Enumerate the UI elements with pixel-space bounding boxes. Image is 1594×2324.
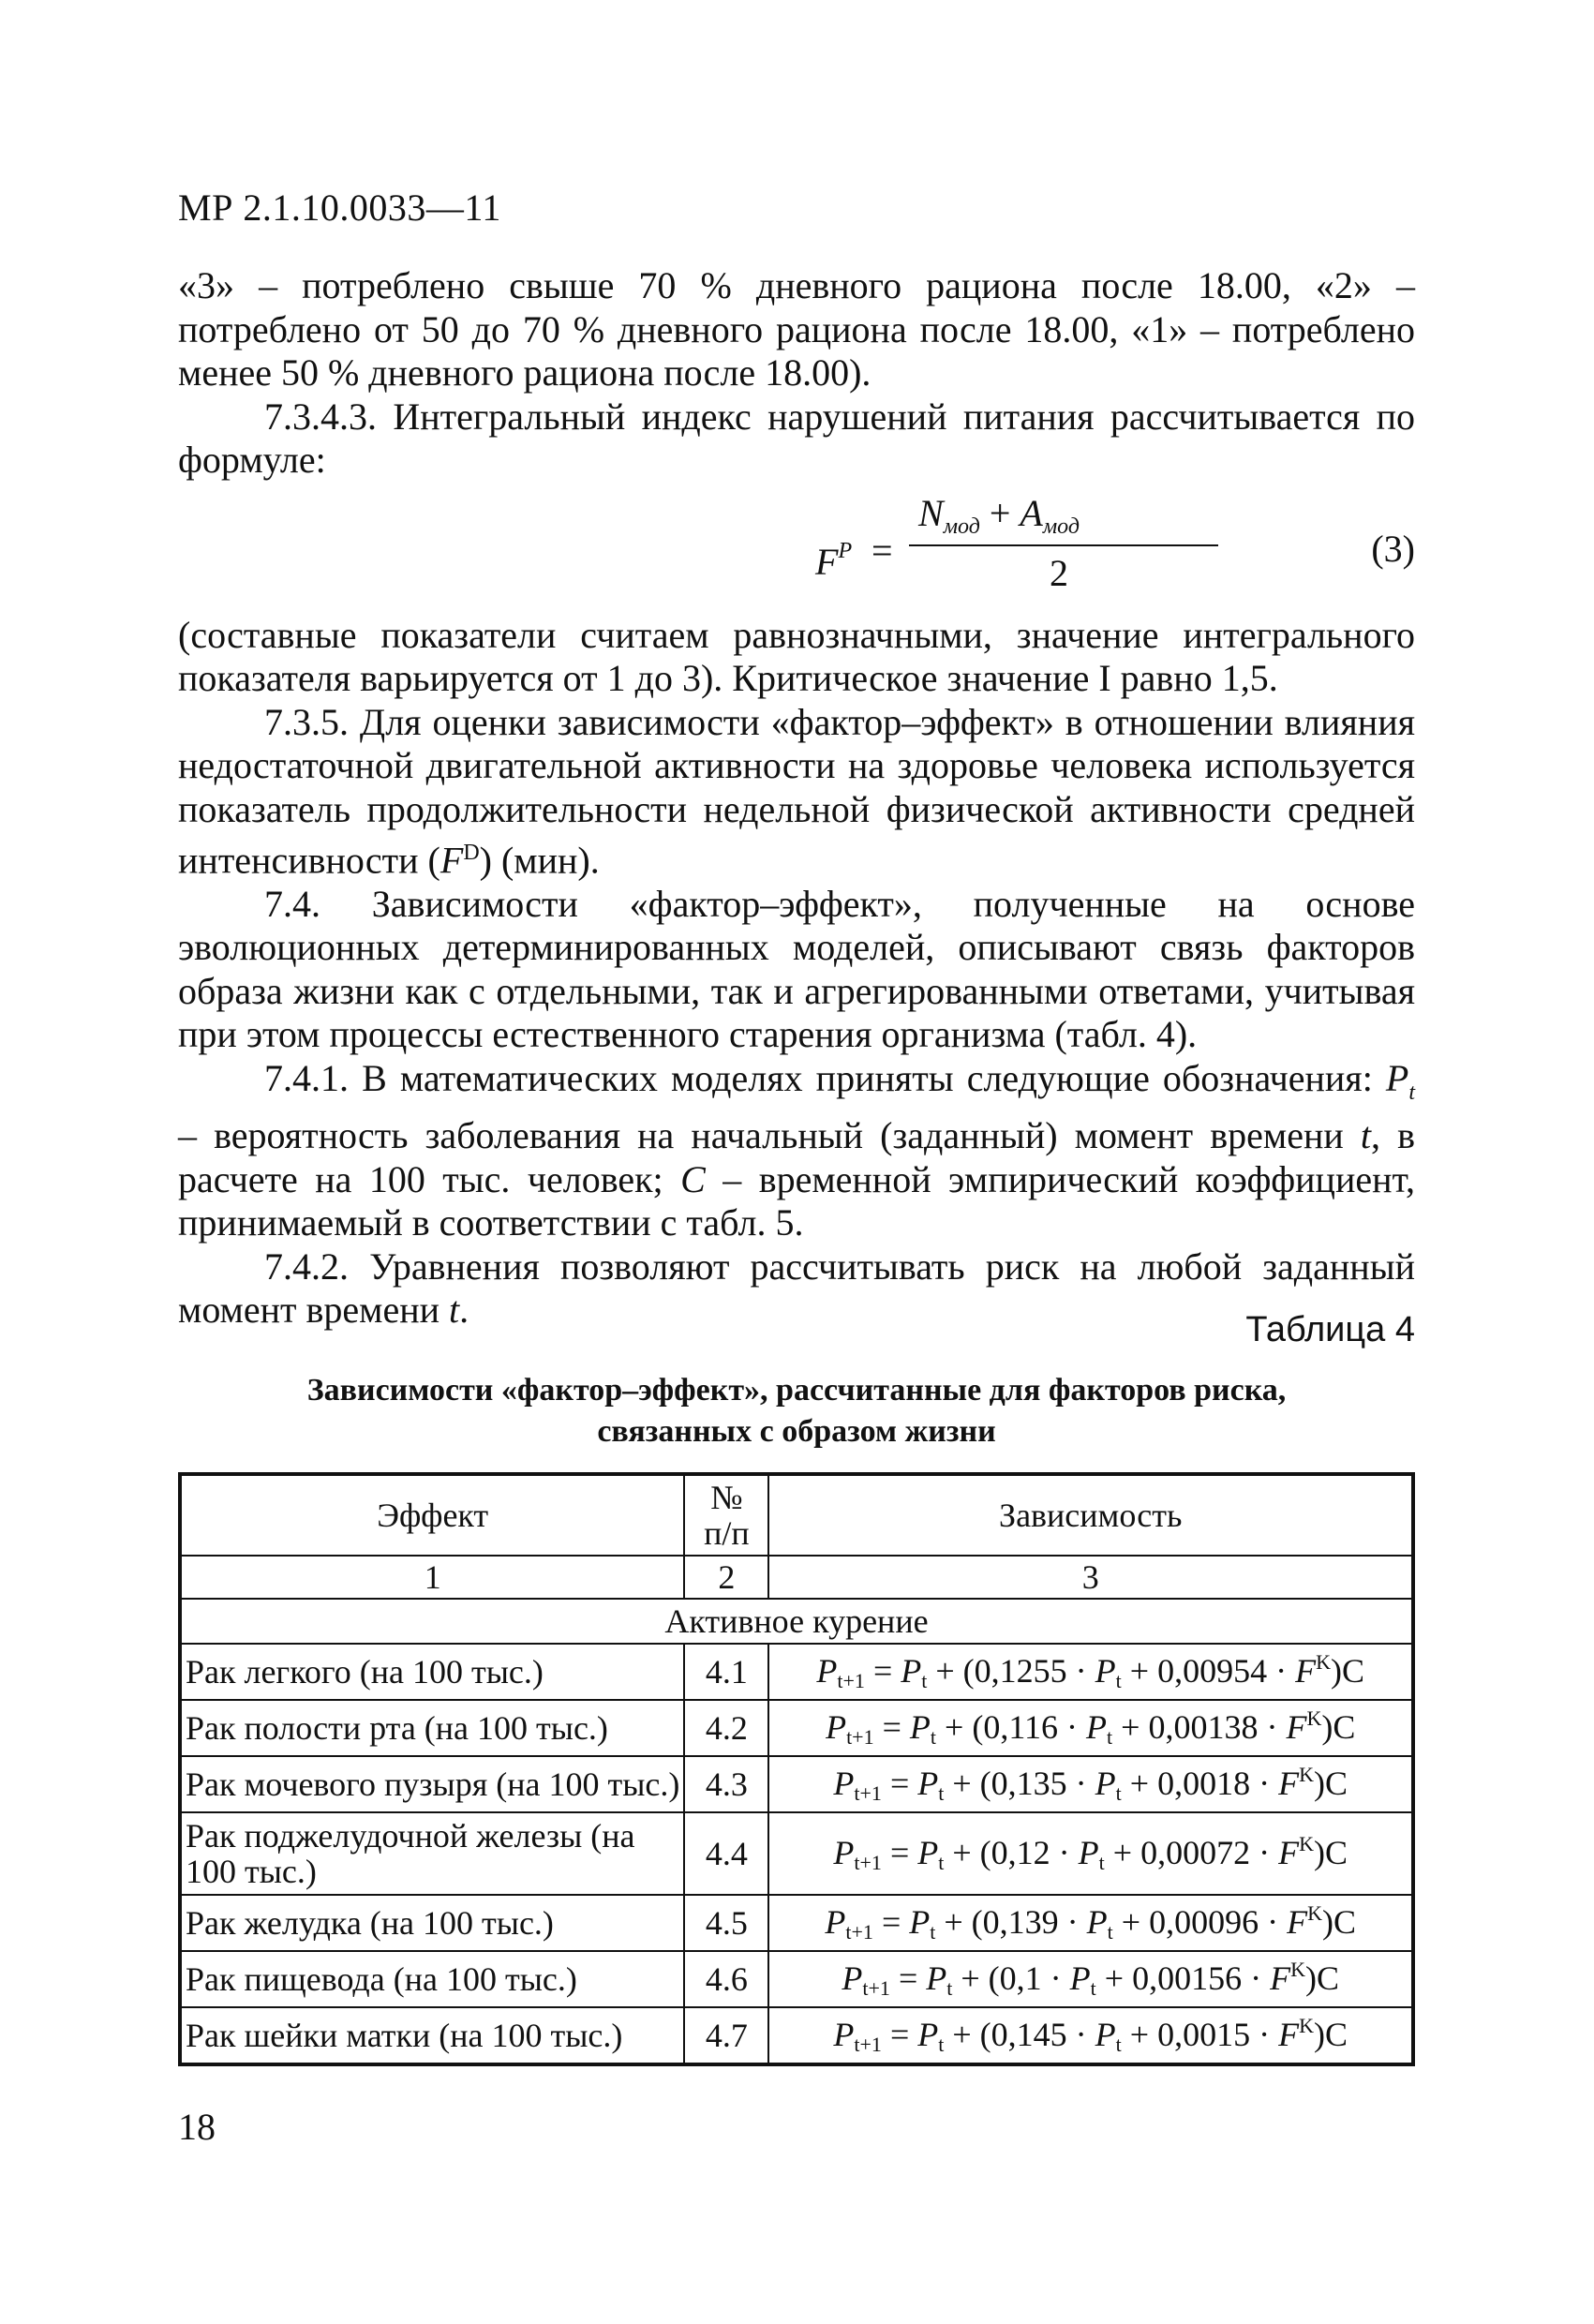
header-dependency: Зависимость xyxy=(768,1474,1413,1556)
paragraph-3: (составные показатели считаем равнозначными, значение интегрального показателя варьируется от 1 до 3). Критическое значение I равно 1,5. xyxy=(178,613,1415,699)
dependency-table xyxy=(178,1472,1415,2066)
cell-num: 4.5 xyxy=(684,1895,768,1951)
table-row xyxy=(180,1951,1413,2007)
formula-equals: = xyxy=(871,529,893,572)
page-number: 18 xyxy=(178,2106,216,2148)
dependency-formula: $P_{t+1} = P_t + (0,145 \cdot P_t + 0,0015 \cdot F^K)C$ xyxy=(833,2014,1348,2056)
table-section-row xyxy=(180,1599,1413,1644)
document-code: МР 2.1.10.0033—11 xyxy=(178,186,501,229)
table-row xyxy=(180,1644,1413,1700)
table-title: Зависимости «фактор–эффект», рассчитанные для факторов риска, связанных с образом жизни xyxy=(306,1373,1287,1449)
table-caption: Таблица 4 xyxy=(1245,1310,1415,1349)
table-header-row xyxy=(180,1474,1413,1556)
dependency-formula: $P_{t+1} = P_t + (0,139 \cdot P_t + 0,00096 \cdot F^K)C$ xyxy=(825,1901,1356,1944)
dependency-formula: $P_{t+1} = P_t + (0,135 \cdot P_t + 0,0018 \cdot F^K)C$ xyxy=(833,1763,1348,1805)
cell-effect: Рак пищевода (на 100 тыс.) xyxy=(180,1951,684,2007)
cell-effect: Рак мочевого пузыря (на 100 тыс.) xyxy=(180,1756,684,1812)
fraction-bar xyxy=(909,544,1218,546)
cell-dependency xyxy=(768,1895,1413,1951)
dependency-formula: $P_{t+1} = P_t + (0,1 \cdot P_t + 0,00156 \cdot F^K)C$ xyxy=(842,1958,1339,2000)
table-row xyxy=(180,1756,1413,1812)
cell-num: 4.2 xyxy=(684,1700,768,1756)
cell-num: 4.1 xyxy=(684,1644,768,1700)
cell-effect: Рак полости рта (на 100 тыс.) xyxy=(180,1700,684,1756)
formula-lhs: $F^P$ xyxy=(815,538,853,583)
cell-effect: Рак шейки матки (на 100 тыс.) xyxy=(180,2007,684,2064)
cell-effect: Рак желудка (на 100 тыс.) xyxy=(180,1895,684,1951)
paragraph-1: «3» – потреблено свыше 70 % дневного рациона после 18.00, «2» – потреблено от 50 до 70 % дневного рациона после 18.00, «1» – потреблено менее 50 % дневного рациона после 18.00). xyxy=(178,264,1415,394)
cell-dependency xyxy=(768,1812,1413,1895)
formula-block xyxy=(178,490,1415,612)
cell-num: 4.3 xyxy=(684,1756,768,1812)
header-effect: Эффект xyxy=(180,1474,684,1556)
paragraph-5: 7.4. Зависимости «фактор–эффект», полученные на основе эволюционных детерминированных моделей, описывают связь факторов образа жизни как с отдельными, так и агрегированными ответами, учитывая при этом процессы естественного старения организма (табл. 4). xyxy=(178,882,1415,1056)
formula-numerator: $N_{мод} + A_{мод}$ xyxy=(918,491,1080,539)
paragraph-4: 7.3.5. Для оценки зависимости «фактор–эффект» в отношении влияния недостаточной двигательной активности на здоровье человека используется показатель продолжительности недельной физической активности средней интенсивности $(F^D)$ (мин). xyxy=(178,700,1415,882)
cell-dependency xyxy=(768,1951,1413,2007)
dependency-formula: $P_{t+1} = P_t + (0,116 \cdot P_t + 0,00138 \cdot F^K)C$ xyxy=(826,1706,1356,1749)
paragraph-7: 7.4.2. Уравнения позволяют рассчитывать риск на любой заданный момент времени t. xyxy=(178,1244,1415,1332)
cell-num: 4.4 xyxy=(684,1812,768,1895)
cell-num: 4.7 xyxy=(684,2007,768,2064)
cell-effect: Рак поджелудочной железы (на 100 тыс.) xyxy=(180,1812,684,1895)
header-num: № п/п xyxy=(684,1474,768,1556)
paragraph-2: 7.3.4.3. Интегральный индекс нарушений питания рассчитывается по формуле: xyxy=(178,395,1415,481)
formula-number: (3) xyxy=(1371,527,1415,570)
table-row xyxy=(180,2007,1413,2064)
table-row xyxy=(180,1812,1413,1895)
cell-num: 4.6 xyxy=(684,1951,768,2007)
table-row xyxy=(180,1700,1413,1756)
dependency-formula: $P_{t+1} = P_t + (0,1255 \cdot P_t + 0,00954 \cdot F^K)C$ xyxy=(816,1650,1364,1692)
section-title: Активное курение xyxy=(180,1599,1413,1644)
cell-effect: Рак легкого (на 100 тыс.) xyxy=(180,1644,684,1700)
formula-denominator: 2 xyxy=(1050,551,1068,594)
paragraph-6: 7.4.1. В математических моделях приняты следующие обозначения: $P_t$ – вероятность заболевания на начальный (заданный) момент времени t, в расчете на 100 тыс. человек; C – временной эмпирический коэффициент, принимаемый в соответствии с табл. 5. xyxy=(178,1056,1416,1244)
formula xyxy=(637,492,1162,604)
table-row xyxy=(180,1895,1413,1951)
col-index-1: 1 xyxy=(180,1556,684,1599)
cell-dependency xyxy=(768,1700,1413,1756)
table-index-row xyxy=(180,1556,1413,1599)
col-index-2: 2 xyxy=(684,1556,768,1599)
dependency-formula: $P_{t+1} = P_t + (0,12 \cdot P_t + 0,00072 \cdot F^K)C$ xyxy=(833,1832,1348,1874)
table-rows xyxy=(180,1644,1413,2064)
col-index-3: 3 xyxy=(768,1556,1413,1599)
body-text xyxy=(178,264,1415,1333)
cell-dependency xyxy=(768,1644,1413,1700)
cell-dependency xyxy=(768,2007,1413,2064)
cell-dependency xyxy=(768,1756,1413,1812)
